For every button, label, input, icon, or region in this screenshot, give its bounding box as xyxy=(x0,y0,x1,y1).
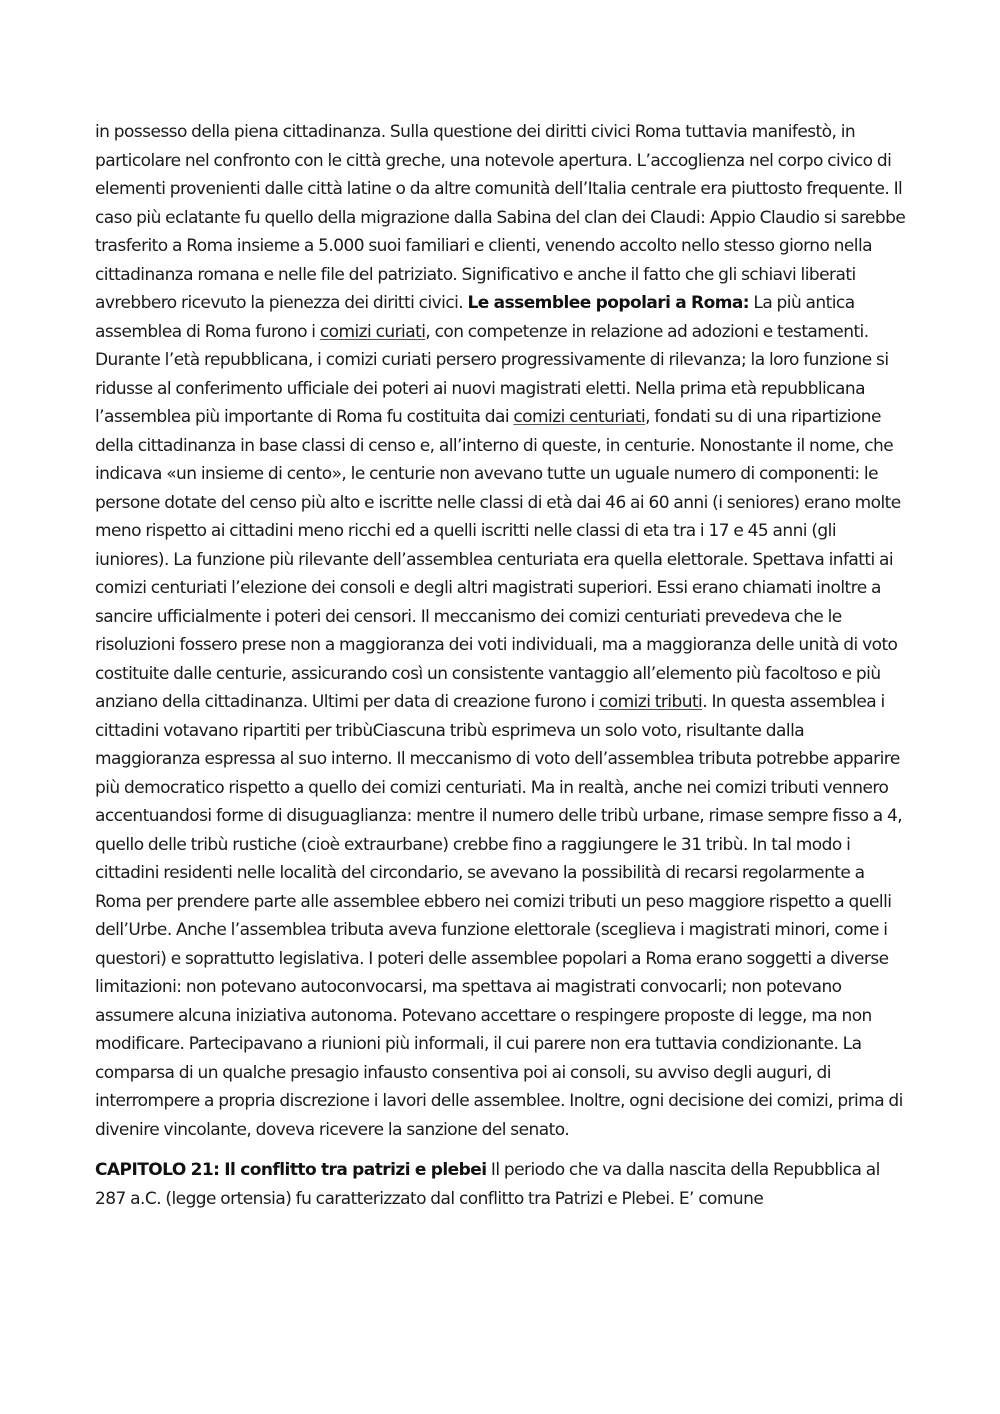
paragraph-text: in possesso della piena cittadinanza. Sulla questione dei diritti civici Roma tuttavia manifestò, in particolare nel confronto con le città greche, una notevole apertura. L’accoglienza nel corpo civico di elementi provenienti dalle città latine o da altre comunità dell’Italia centrale era piuttosto frequente. Il caso più eclatante fu quello della migrazione dalla Sabina del clan dei Claudi: Appio Claudio si sarebbe trasferito a Roma insieme a 5.000 suoi familiari e clienti, venendo accolto nello stesso giorno nella cittadinanza romana e nelle file del patriziato. Significativo e anche il fatto che gli schiavi liberati avrebbero ricevuto la pienezza dei diritti civici. xyxy=(95,122,906,313)
paragraph-text: La più antica assemblea di Roma furono i xyxy=(95,293,855,342)
section-heading: Le assemblee popolari a Roma: xyxy=(467,293,750,313)
paragraph-capitolo-21 xyxy=(95,1156,910,1213)
comizi-tributi-link[interactable]: comizi tributi xyxy=(599,692,703,712)
document-body xyxy=(95,118,910,1213)
paragraph-text: , fondati su di una ripartizione della cittadinanza in base classi di censo e, all’interno di queste, in centurie. Nonostante il nome, che indicava «un insieme di cento», le centurie non avevano tutte un uguale numero di componenti: le persone dotate del censo più alto e iscritte nelle classi di età dai 46 ai 60 anni (i seniores) erano molte meno rispetto ai cittadini meno ricchi ed a quelli iscritti nelle classi di eta tra i 17 e 45 anni (gli iuniores). La funzione più rilevante dell’assemblea centuriata era quella elettorale. Spettava infatti ai comizi centuriati l’elezione dei consoli e degli altri magistrati superiori. Essi erano chiamati inoltre a sancire ufficialmente i poteri dei censori. Il meccanismo dei comizi centuriati prevedeva che le risoluzioni fossero prese non a maggioranza dei voti individuali, ma a maggioranza delle unità di voto costituite dalle centurie, assicurando così un consistente vantaggio all’elemento più facoltoso e più anziano della cittadinanza. Ultimi per data di creazione furono i xyxy=(95,407,901,712)
paragraph-text: , con competenze in relazione ad adozioni e testamenti. Durante l’età repubblicana, i comizi curiati persero progressivamente di rilevanza; la loro funzione si ridusse al conferimento ufficiale dei poteri ai nuovi magistrati eletti. Nella prima età repubblicana l’assemblea più importante di Roma fu costituita dai xyxy=(95,321,889,427)
comizi-centuriati-link[interactable]: comizi centuriati xyxy=(513,407,646,427)
comizi-curiati-link[interactable]: comizi curiati xyxy=(319,321,426,342)
chapter-heading: CAPITOLO 21: Il conflitto tra patrizi e plebei xyxy=(95,1160,487,1180)
paragraph-text: Il periodo che va dalla nascita della Repubblica al 287 a.C. (legge ortensia) fu caratterizzato dal conflitto tra Patrizi e Plebei. E’ comune xyxy=(95,1160,880,1209)
paragraph-assemblee xyxy=(95,118,910,1144)
paragraph-text: . In questa assemblea i cittadini votavano ripartiti per tribùCiascuna tribù esprimeva un solo voto, risultante dalla maggioranza espressa al suo interno. Il meccanismo di voto dell’assemblea tributa potrebbe apparire più democratico rispetto a quello dei comizi centuriati. Ma in realtà, anche nei comizi tributi vennero accentuandosi forme di disuguaglianza: mentre il numero delle tribù urbane, rimase sempre fisso a 4, quello delle tribù rustiche (cioè extraurbane) crebbe fino a raggiungere le 31 tribù. In tal modo i cittadini residenti nelle località del circondario, se avevano la possibilità di recarsi regolarmente a Roma per prendere parte alle assemblee ebbero nei comizi tributi un peso maggiore rispetto a quelli dell’Urbe. Anche l’assemblea tributa aveva funzione elettorale (sceglieva i magistrati minori, come i questori) e soprattutto legislativa. I poteri delle assemblee popolari a Roma erano soggetti a diverse limitazioni: non potevano autoconvocarsi, ma spettava ai magistrati convocarli; non potevano assumere alcuna iniziativa autonoma. Potevano accettare o respingere proposte di legge, ma non modificare. Partecipavano a riunioni più informali, il cui parere non era tuttavia condizionante. La comparsa di un qualche presagio infausto consentiva poi ai consoli, su avviso degli auguri, di interrompere a propria discrezione i lavori delle assemblee. Inoltre, ogni decisione dei comizi, prima di divenire vincolante, doveva ricevere la sanzione del senato. xyxy=(95,692,903,1140)
